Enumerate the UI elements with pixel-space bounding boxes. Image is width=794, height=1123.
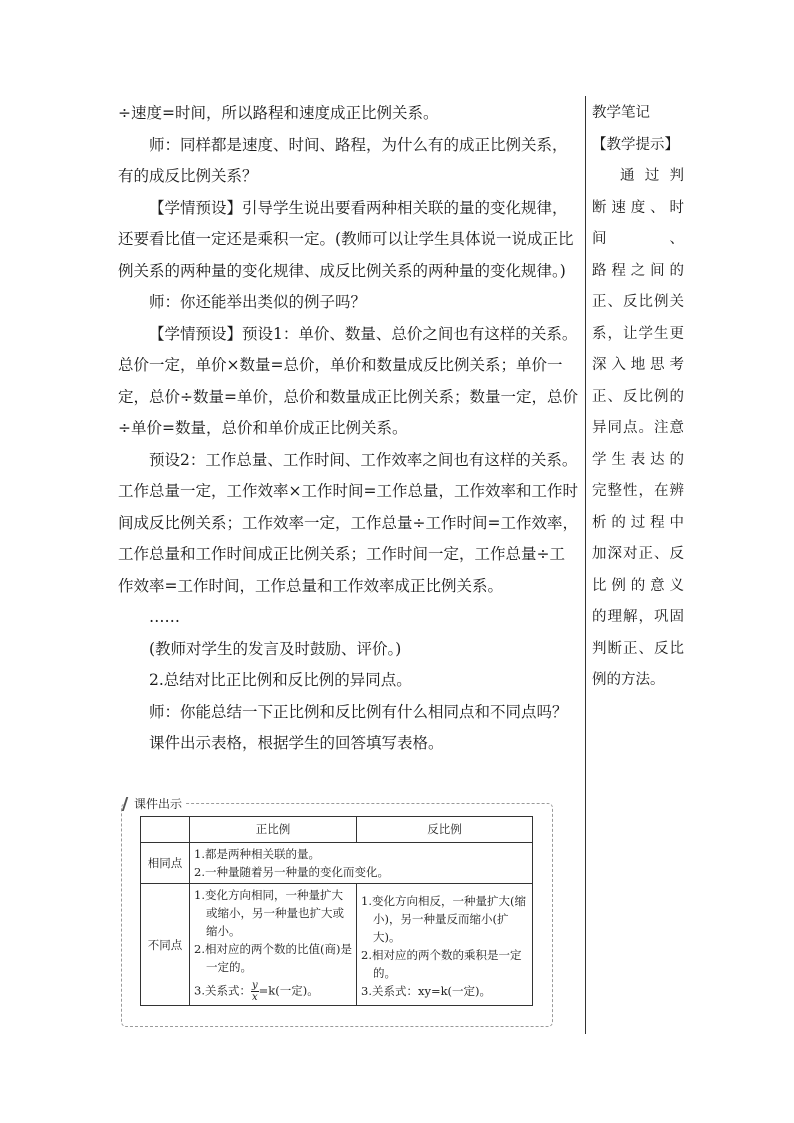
comparison-table — [140, 816, 533, 1006]
inverse-point-3: 3.关系式：xy=k(一定)。 — [361, 984, 492, 998]
courseware-tag: 课件出示 — [124, 796, 186, 812]
tip-line: 完整性，在辨 — [592, 483, 684, 499]
tip-line: 的理解，巩固 — [592, 609, 684, 625]
direct-point-3 — [194, 980, 352, 1003]
tip-line: 正、反比例关 — [592, 294, 684, 310]
paragraph-11: 课件出示表格，根据学生的回答填写表格。 — [149, 734, 444, 752]
direct-point-2: 2.相对应的两个数的比值(商)是一定的。 — [194, 942, 352, 974]
inverse-point-1: 1.变化方向相反，一种量扩大(缩小)，另一种量反而缩小(扩大)。 — [361, 894, 526, 944]
tip-line: 异同点。注意 — [592, 420, 684, 436]
tip-label: 【教学提示】 — [592, 136, 679, 153]
tip-line: 深入地思考 — [592, 357, 684, 373]
table-row-diff — [141, 884, 533, 1006]
direct-formula-prefix: 3.关系式： — [194, 983, 251, 998]
paragraph-ellipsis: …… — [149, 608, 180, 626]
tip-line: 正、反比例的 — [592, 388, 684, 405]
teaching-notes-sidebar — [592, 98, 684, 697]
paragraph-4: 师：你还能举出类似的例子吗？ — [149, 293, 367, 311]
paragraph-5: 【学情预设】预设1：单价、数量、总价之间也有这样的关系。总价一定，单价×数量=总价，单价和数量成反比例关系；单价一定，总价÷数量=单价，总价和数量成正比例关系；数量一定，总价÷单价=数量，总价和单价成正比例关系。 — [118, 324, 578, 437]
same-cell — [190, 843, 533, 884]
tip-line: 加深对正、反 — [592, 546, 684, 562]
tip-line: 学生表达的 — [592, 451, 684, 468]
paragraph-1: ÷速度=时间，所以路程和速度成正比例关系。 — [118, 104, 439, 122]
paragraph-9: 2.总结对比正比例和反比例的异同点。 — [149, 671, 412, 689]
tip-body — [592, 161, 684, 697]
inverse-point-2: 2.相对应的两个数的乘积是一定的。 — [361, 948, 522, 980]
table-header-row — [141, 817, 533, 843]
notes-title: 教学笔记 — [592, 105, 650, 121]
table-row-same — [141, 843, 533, 884]
column-divider — [585, 96, 586, 1034]
tip-line: 析的过程中 — [592, 514, 684, 531]
fraction-denominator: x — [251, 992, 258, 1003]
paragraph-2: 师：同样都是速度、时间、路程，为什么有的成正比例关系，有的成反比例关系？ — [118, 135, 568, 185]
direct-formula-fraction — [251, 980, 259, 1003]
tip-line: 比例的意义 — [592, 577, 684, 594]
tip-line: 通过判 — [620, 168, 684, 184]
tip-line: 例的方法。 — [592, 672, 665, 688]
direct-cell — [190, 884, 357, 1006]
header-direct: 正比例 — [190, 817, 357, 843]
row-label-same: 相同点 — [141, 843, 190, 884]
paragraph-6: 预设2：工作总量、工作时间、工作效率之间也有这样的关系。工作总量一定，工作效率×工作时间=工作总量，工作效率和工作时间成反比例关系；工作效率一定，工作总量÷工作时间=工作效率，工作总量和工作时间成正比例关系；工作时间一定，工作总量÷工作效率=工作时间，工作总量和工作效率成正比例关系。 — [118, 450, 578, 595]
header-inverse: 反比例 — [357, 817, 533, 843]
paragraph-10: 师：你能总结一下正比例和反比例有什么相同点和不同点吗？ — [149, 702, 568, 721]
tip-line: 断速度、时间、 — [592, 199, 684, 247]
direct-point-1: 1.变化方向相同，一种量扩大或缩小，另一种量也扩大或缩小。 — [194, 888, 344, 938]
same-line-2: 2.一种量随着另一种量的变化而变化。 — [194, 865, 389, 879]
header-blank — [141, 817, 190, 843]
tip-line: 系，让学生更 — [592, 325, 684, 342]
paragraph-8: (教师对学生的发言及时鼓励、评价。) — [149, 639, 402, 658]
fraction-numerator: y — [251, 980, 258, 991]
paragraph-3: 【学情预设】引导学生说出要看两种相关联的量的变化规律，还要看比值一定还是乘积一定。(教师可以让学生具体说一说成正比例关系的两种量的变化规律、成反比例关系的两种量的变化规律。) — [118, 198, 574, 280]
main-content — [118, 98, 580, 760]
tip-line: 路程之间的 — [592, 262, 684, 279]
inverse-cell — [357, 884, 533, 1006]
tip-line: 判断正、反比 — [592, 640, 684, 657]
direct-formula-suffix: =k(一定)。 — [258, 983, 319, 998]
row-label-diff: 不同点 — [141, 884, 190, 1006]
same-line-1: 1.都是两种相关联的量。 — [194, 847, 320, 861]
